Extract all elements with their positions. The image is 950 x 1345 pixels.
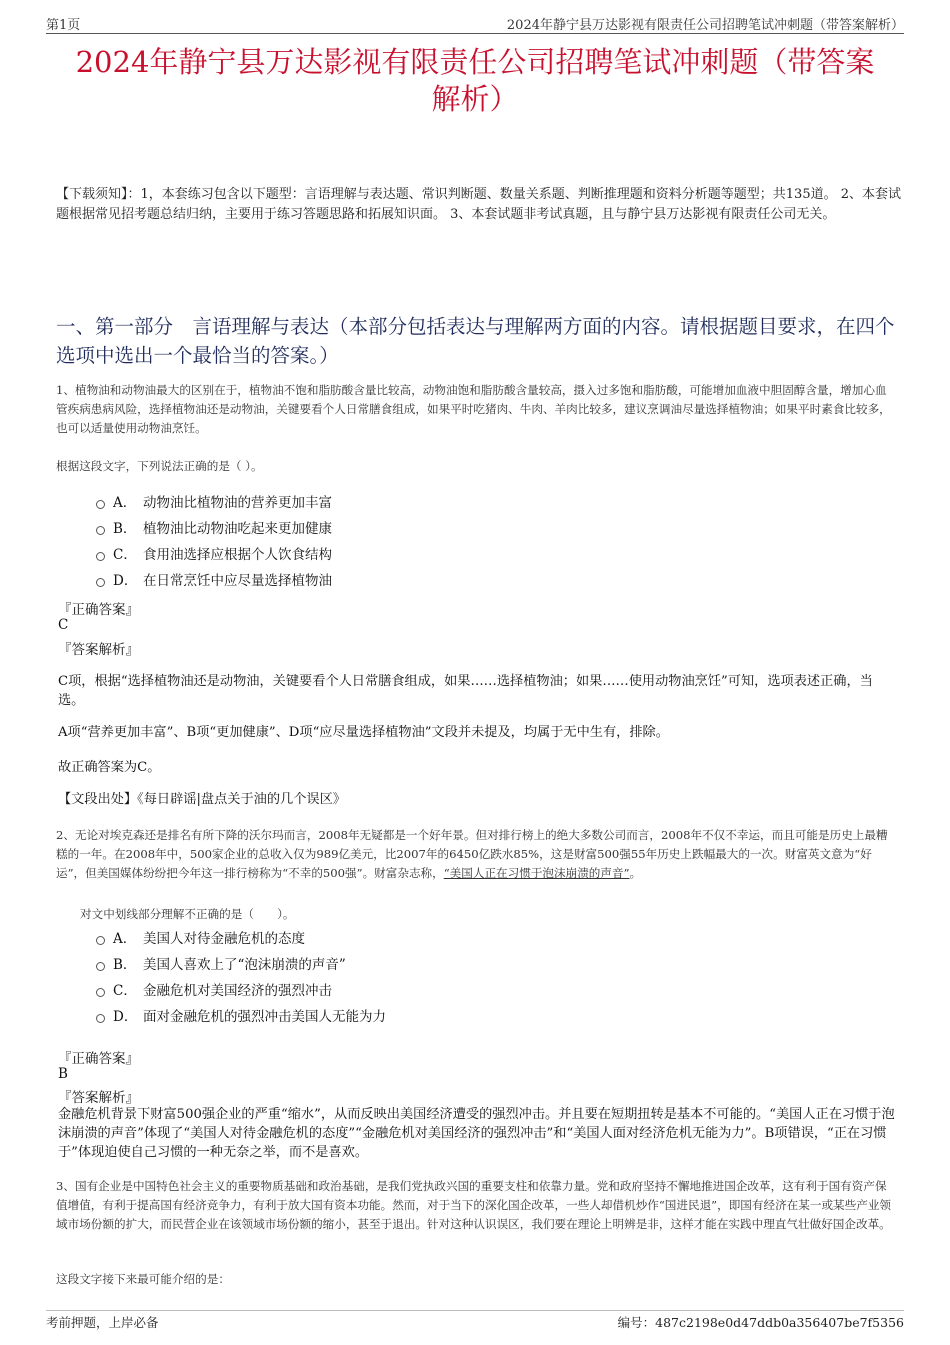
q1-option-a[interactable] — [96, 490, 332, 512]
q2-option-d[interactable] — [96, 1004, 386, 1026]
q1-analysis-p3: 故正确答案为C。 — [58, 760, 161, 775]
section-heading: 一、第一部分 言语理解与表达（本部分包括表达与理解两方面的内容。请根据题目要求，在四个选项中选出一个最恰当的答案。） — [56, 315, 895, 367]
q2-analysis: 金融危机背景下财富500强企业的严重“缩水”，从而反映出美国经济遭受的强烈冲击。并且要在短期扭转是基本不可能的。“美国人正在习惯于泡沫崩溃的声音”体现了“美国人对待金融危机的态度”“金融危机对美国经济的强烈冲击”和“美国人面对经济危机无能为力”。B项错误，“正在习惯于”体现迫使自己习惯的一种无奈之举，而不是喜欢。 — [58, 1107, 895, 1160]
header-divider — [46, 33, 904, 34]
download-notice: 【下载须知】：1，本套练习包含以下题型：言语理解与表达题、常识判断题、数量关系题、判断推理题和资料分析题等题型；共135道。 2、本套试题根据常见招考题总结归纳，主要用于练习答题思路和拓展知识面。 3、本套试题非考试真题，且与静宁县万达影视有限责任公司无关。 — [56, 187, 901, 222]
option-text: 植物油比动物油吃起来更加健康 — [143, 521, 332, 537]
q1-analysis-p2: A项“营养更加丰富”、B项“更加健康”、D项“应尽量选择植物油”文段并未提及，均属于无中生有，排除。 — [58, 725, 669, 740]
q1-answer: C — [58, 617, 69, 633]
footer-document-id: 编号：487c2198e0d47ddb0a356407be7f5356 — [617, 1315, 904, 1330]
radio-button[interactable] — [96, 1014, 105, 1023]
option-letter: D． — [113, 1009, 138, 1025]
q2-option-a[interactable] — [96, 926, 305, 948]
q2-option-c[interactable] — [96, 978, 332, 1000]
option-text: 动物油比植物油的营养更加丰富 — [143, 495, 332, 511]
title-line-2: 解析） — [431, 82, 519, 116]
running-title: 2024年静宁县万达影视有限责任公司招聘笔试冲刺题（带答案解析） — [506, 18, 904, 33]
footer-slogan: 考前押题，上岸必备 — [46, 1315, 159, 1330]
option-letter: A． — [113, 931, 137, 947]
q1-stem: 1、植物油和动物油最大的区别在于，植物油不饱和脂肪酸含量比较高，动物油饱和脂肪酸含量较高，摄入过多饱和脂肪酸，可能增加血液中胆固醇含量，增加心血管疾病患病风险，选择植物油还是动物油，关键要看个人日常膳食组成，如果平时吃猪肉、牛肉、羊肉比较多，建议烹调油尽量选择植物油；如果平时素食比较多，也可以适量使用动物油烹饪。 — [56, 383, 891, 435]
option-text: 美国人喜欢上了“泡沫崩溃的声音” — [143, 957, 346, 973]
q2-underlined-sentence: “美国人正在习惯于泡沫崩溃的声音” — [443, 866, 630, 880]
q1-question: 根据这段文字，下列说法正确的是（ ）。 — [56, 459, 263, 473]
option-letter: C． — [113, 547, 137, 563]
radio-button[interactable] — [96, 936, 105, 945]
radio-button[interactable] — [96, 526, 105, 535]
q1-option-d[interactable] — [96, 568, 332, 590]
q2-stem-end: 。 — [629, 866, 642, 880]
title-line-1: 2024年静宁县万达影视有限责任公司招聘笔试冲刺题（带答案 — [75, 45, 875, 79]
q2-option-b[interactable] — [96, 952, 346, 974]
radio-button[interactable] — [96, 552, 105, 561]
option-letter: B． — [113, 521, 137, 537]
footer-divider — [46, 1310, 904, 1311]
q3-question: 这段文字接下来最可能介绍的是： — [56, 1272, 230, 1286]
option-text: 美国人对待金融危机的态度 — [143, 931, 305, 947]
q2-question: 对文中划线部分理解不正确的是（ ）。 — [80, 907, 295, 921]
q1-source: 【文段出处】《每日辟谣|盘点关于油的几个误区》 — [58, 792, 346, 807]
document-title — [40, 44, 910, 118]
q3-stem: 3、国有企业是中国特色社会主义的重要物质基础和政治基础，是我们党执政兴国的重要支柱和依靠力量。党和政府坚持不懈地推进国企改革，这有利于国有资产保值增值，有利于提高国有经济竞争力，有利于放大国有资本功能。然而，对于当下的深化国企改革，一些人却借机炒作“国进民退”，即国有经济在某一或某些产业领域市场份额的扩大，而民营企业在该领域市场份额的缩小，甚至于退出。针对这种认识误区，我们要在理论上明辨是非，这样才能在实践中理直气壮做好国企改革。 — [56, 1179, 892, 1231]
radio-button[interactable] — [96, 500, 105, 509]
option-text: 在日常烹饪中应尽量选择植物油 — [143, 573, 332, 589]
q1-analysis-label: 『答案解析』 — [58, 642, 139, 658]
radio-button[interactable] — [96, 578, 105, 587]
radio-button[interactable] — [96, 962, 105, 971]
q2-answer: B — [58, 1066, 68, 1082]
option-letter: C． — [113, 983, 137, 999]
option-text: 食用油选择应根据个人饮食结构 — [143, 547, 332, 563]
option-letter: B． — [113, 957, 137, 973]
q2-analysis-label: 『答案解析』 — [58, 1090, 139, 1106]
q2-stem-text: 2、无论对埃克森还是排名有所下降的沃尔玛而言，2008年无疑都是一个好年景。但对排行榜上的绝大多数公司而言，2008年不仅不幸运，而且可能是历史上最糟糕的一年。在2008年中，500家企业的总收入仅为989亿美元，比2007年的6450亿跌水85%，这是财富500强55年历史上跌幅最大的一次。财富英文意为“好运”，但美国媒体纷纷把今年这一排行榜称为“不幸的500强”。财富杂志称， — [56, 828, 888, 880]
q1-analysis-p1: C项，根据“选择植物油还是动物油，关键要看个人日常膳食组成，如果……选择植物油；如果……使用动物油烹饪”可知，选项表述正确，当选。 — [58, 674, 873, 708]
q2-stem — [56, 826, 898, 883]
option-text: 金融危机对美国经济的强烈冲击 — [143, 983, 332, 999]
option-letter: A． — [113, 495, 137, 511]
q1-answer-label: 『正确答案』 — [58, 602, 139, 618]
radio-button[interactable] — [96, 988, 105, 997]
q1-option-c[interactable] — [96, 542, 332, 564]
option-letter: D． — [113, 573, 138, 589]
option-text: 面对金融危机的强烈冲击美国人无能为力 — [143, 1009, 386, 1025]
q1-option-b[interactable] — [96, 516, 332, 538]
q2-answer-label: 『正确答案』 — [58, 1051, 139, 1067]
page-number: 第1页 — [46, 18, 81, 33]
